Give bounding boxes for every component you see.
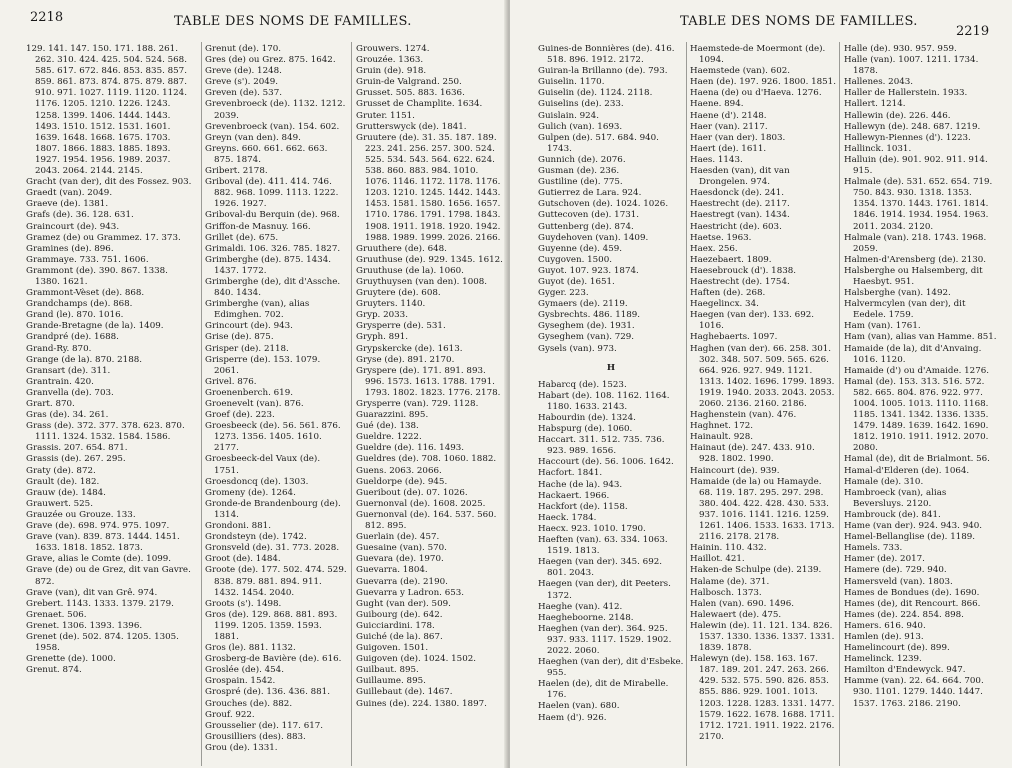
index-entry: Gryp. 2033. bbox=[356, 310, 408, 321]
index-entry: Guiché (de la). 867. bbox=[356, 631, 443, 642]
index-entry: Grenet. 1306. 1393. 1396. bbox=[26, 620, 143, 631]
index-entry: Halluin (de). 901. 902. 911. 914. 915. bbox=[844, 154, 988, 177]
index-entry: Grault (de). 182. bbox=[26, 476, 100, 487]
index-entry: Hainin. 110. 432. bbox=[690, 543, 767, 554]
index-entry: Hamme (van). 22. 64. 664. 700. 930. 1101. 1279. 1440. 1447. 1537. 1763. 2186. 2190. bbox=[844, 676, 984, 709]
index-entry: Haghenstein (van). 476. bbox=[690, 410, 797, 421]
index-entry: Groote (de). 177. 502. 474. 529. 838. 879. 881. 894. 911. 1432. 1454. 2040. bbox=[205, 565, 347, 598]
index-entry: Groesdoncq (de). 1303. bbox=[205, 476, 309, 487]
index-entry: Groenenberch. 619. bbox=[205, 387, 293, 398]
index-entry: Halvermcylen (van der), dit Eedele. 1759. bbox=[844, 299, 966, 321]
index-entry: Hackfort (de). 1158. bbox=[538, 501, 628, 512]
index-entry: Gruytere (de). 608. bbox=[356, 288, 441, 299]
index-entry: Grenette (de). 1000. bbox=[26, 654, 116, 665]
index-entry: Grange (de la). 870. 2188. bbox=[26, 354, 143, 365]
index-entry: Grave, alias le Comte (de). 1099. bbox=[26, 554, 172, 565]
index-entry: Hambrouck (de). 841. bbox=[844, 509, 941, 520]
index-entry: Haex. 256. bbox=[690, 243, 738, 254]
index-entry: Groslée (de). 454. bbox=[205, 665, 284, 676]
index-entry: Grimberghe (de), dit d'Assche. 840. 1434. bbox=[205, 276, 341, 299]
index-entry: Gulpen (de). 517. 684. 940. 1743. bbox=[538, 132, 659, 154]
index-entry: Grosberg-de Bavière (de). 616. bbox=[205, 654, 342, 665]
index-entry: Graedt (van). 2049. bbox=[26, 188, 113, 199]
index-entry: Guevarra (de). 2190. bbox=[356, 576, 448, 587]
index-entry: Haeck. 1784. bbox=[538, 512, 597, 523]
index-entry: Gros (le). 881. 1132. bbox=[205, 643, 296, 654]
index-entry: Grafs (de). 36. 128. 631. bbox=[26, 210, 134, 221]
index-entry: Greven (de). 537. bbox=[205, 88, 282, 99]
index-entry: Gramez (de) ou Grammez. 17. 373. bbox=[26, 232, 181, 243]
index-entry: Gueldres (de). 708. 1060. 1882. bbox=[356, 454, 497, 465]
index-entry: Guillaume. 895. bbox=[356, 676, 426, 687]
index-entry: Haestrecht (de). 2117. bbox=[690, 199, 790, 210]
index-entry: Hacfort. 1841. bbox=[538, 468, 603, 479]
index-entry: Halle (van). 1007. 1211. 1734. 1878. bbox=[844, 55, 979, 77]
index-entry: Grammont-Vèset (de). 868. bbox=[26, 288, 145, 299]
index-entry: Grouf. 922. bbox=[205, 709, 255, 720]
index-entry: Guiselin. 1170. bbox=[538, 77, 605, 88]
index-entry: Hamilton d'Endewyck. 947. bbox=[844, 665, 966, 676]
index-entry: Gruyters. 1140. bbox=[356, 299, 426, 310]
index-entry: Gryspere (de). 171. 891. 893. 996. 1573. 1613. 1788. 1791. 1793. 1802. 1823. 1776. 2178. bbox=[356, 365, 501, 398]
index-entry: Haillot. 421. bbox=[690, 554, 745, 565]
index-entry: Grevenbroeck (van). 154. 602. bbox=[205, 121, 340, 132]
index-entry: Groot (de). 1484. bbox=[205, 554, 281, 565]
index-entry: Habart (de). 108. 1162. 1164. 1180. 1633. 2143. bbox=[538, 390, 670, 412]
index-entry: Grivel. 876. bbox=[205, 376, 257, 387]
index-entry: Guicciardini. 178. bbox=[356, 620, 435, 631]
index-entry: Gruuthere (de). 648. bbox=[356, 243, 447, 254]
index-entry: Grenet (de). 502. 874. 1205. 1305. 1958. bbox=[26, 631, 179, 654]
left-running-header: TABLE DES NOMS DE FAMILLES. bbox=[174, 14, 412, 29]
index-entry: Gueldre (de). 116. 1493. bbox=[356, 443, 465, 454]
index-entry: Haesden (van), dit van Drongelen. 974. bbox=[690, 166, 790, 188]
right-column-3 bbox=[844, 44, 998, 710]
index-entry: Gras (de). 34. 261. bbox=[26, 410, 109, 421]
index-entry: Halmen-d'Arensberg (de). 2130. bbox=[844, 254, 987, 265]
index-entry: Haes. 1143. bbox=[690, 154, 743, 165]
index-entry: Halbosch. 1373. bbox=[690, 587, 762, 598]
index-entry: Haestregt (van). 1434. bbox=[690, 210, 790, 221]
index-entry: Gracht (van der), dit des Fossez. 903. bbox=[26, 177, 192, 188]
index-entry: Haghen (van der). 66. 258. 301. 302. 348. 507. 509. 565. 626. 664. 926. 927. 949. 1121. 1313. 1402. 1696. 1799. 1893. 1919. 1940. 2033. 2043. 2053. 2060. 2136. 2160. 2186. bbox=[690, 343, 835, 409]
index-entry: Grousilliers (des). 883. bbox=[205, 731, 306, 742]
index-entry: Haghnet. 172. bbox=[690, 421, 754, 432]
index-entry: Hame (van der). 924. 943. 940. bbox=[844, 521, 983, 532]
right-column-2 bbox=[690, 44, 836, 743]
index-entry: Guttecoven (de). 1731. bbox=[538, 210, 640, 221]
index-entry: Guigoven. 1501. bbox=[356, 643, 429, 654]
index-entry: Haestricht (de). 603. bbox=[690, 221, 782, 232]
index-entry: Groesbeeck-del Vaux (de). 1751. bbox=[205, 454, 321, 476]
index-entry: Grassis. 207. 654. 871. bbox=[26, 443, 128, 454]
index-entry: Haegelincx. 34. bbox=[690, 299, 759, 310]
index-entry: Gutschoven (de). 1024. 1026. bbox=[538, 199, 669, 210]
index-entry: Hames de Bondues (de). 1690. bbox=[844, 587, 980, 598]
index-entry: Groesbeeck (de). 56. 561. 876. 1273. 1356. 1405. 1610. 2177. bbox=[205, 421, 341, 454]
index-entry: Haezebaert. 1809. bbox=[690, 254, 772, 265]
right-page-number: 2219 bbox=[956, 24, 990, 39]
index-entry: Grave (de) ou de Grez, dit van Gavre. 872. bbox=[26, 565, 191, 587]
index-entry: Gysbrechts. 486. 1189. bbox=[538, 310, 641, 321]
index-entry: Guens. 2063. 2066. bbox=[356, 465, 442, 476]
index-entry: Haken-de Schulpe (de). 2139. bbox=[690, 565, 822, 576]
index-entry: Griboval-du Berquin (de). 968. bbox=[205, 210, 340, 221]
index-entry: Gyger. 223. bbox=[538, 288, 589, 299]
index-entry: Gulich (van). 1693. bbox=[538, 121, 623, 132]
index-entry: Grincourt (de). 943. bbox=[205, 321, 293, 332]
column-divider bbox=[351, 42, 352, 766]
index-entry: Haesebrouck (d'). 1838. bbox=[690, 265, 797, 276]
index-entry: Gruythuysen (van den). 1008. bbox=[356, 276, 488, 287]
index-entry: Grenaet. 506. bbox=[26, 609, 87, 620]
index-entry: Grenut (de). 170. bbox=[205, 44, 282, 54]
index-entry: 129. 141. 147. 150. 171. 188. 261. 262. 310. 424. 425. 504. 524. 568. 585. 617. 672. 846. 853. 835. 857. 859. 861. 873. 874. 875. 879. 887. 910. 971. 1027. 1119. 1120. 1124. 1176. 1205. 1210. 1226. 1243. 1258. 1399. 1406. 1444. 1443. 1493. 1510. 1512. 1531. 1601. 1639. 1648. 1668. 1675. 1703. 1807. 1866. 1883. 1885. 1893. 1927. 1954. 1956. 1989. 2037. 2043. 2064. 2144. 2145. bbox=[26, 44, 187, 177]
index-entry: Gronde-de Brandenbourg (de). 1314. bbox=[205, 498, 341, 520]
index-entry: Grospain. 1542. bbox=[205, 676, 276, 687]
index-entry: Hallinck. 1031. bbox=[844, 143, 912, 154]
index-entry: Grutterswyck (de). 1841. bbox=[356, 121, 467, 132]
column-divider bbox=[839, 42, 840, 766]
index-entry: Grevenbroeck (de). 1132. 1212. 2039. bbox=[205, 99, 346, 121]
index-entry: Grave (de). 698. 974. 975. 1097. bbox=[26, 521, 170, 532]
index-entry: Haesdonck (de). 241. bbox=[690, 188, 784, 199]
index-entry: Guesaine (van). 570. bbox=[356, 543, 447, 554]
index-entry: Haelen (de), dit de Mirabelle. 176. bbox=[538, 679, 669, 701]
index-entry: Griffon-de Masnuy. 166. bbox=[205, 221, 311, 232]
index-entry: Haeghe (van). 412. bbox=[538, 601, 623, 612]
index-entry: Haer (van). 2117. bbox=[690, 121, 768, 132]
index-entry: Guyenne (de). 459. bbox=[538, 243, 623, 254]
index-entry: Hamale (de). 310. bbox=[844, 476, 924, 487]
index-entry: Gunnich (de). 2076. bbox=[538, 154, 626, 165]
index-entry: Gusman (de). 236. bbox=[538, 166, 620, 177]
index-entry: Guibourg (de). 642. bbox=[356, 609, 443, 620]
index-entry: Halame (de). 371. bbox=[690, 576, 770, 587]
index-entry: Haller de Hallerstein. 1933. bbox=[844, 88, 968, 99]
index-entry: Guyot (de). 1651. bbox=[538, 276, 615, 287]
index-entry: Halsberghe ou Halsemberg, dit Haesbyt. 951. bbox=[844, 265, 983, 287]
index-entry: Guydehoven (van). 1409. bbox=[538, 232, 649, 243]
index-entry: Gryse (de). 891. 2170. bbox=[356, 354, 455, 365]
index-entry: Grave (van). 839. 873. 1444. 1451. 1633. 1818. 1852. 1873. bbox=[26, 532, 180, 554]
right-column-1 bbox=[538, 44, 684, 724]
index-entry: Haert (de). 1611. bbox=[690, 143, 767, 154]
index-entry: Gruuthuse (de). 929. 1345. 1612. bbox=[356, 254, 503, 265]
index-entry: Grospré (de). 136. 436. 881. bbox=[205, 687, 330, 698]
index-entry: Grimaldi. 106. 326. 785. 1827. bbox=[205, 243, 341, 254]
index-entry: Grusset de Champlite. 1634. bbox=[356, 99, 483, 110]
index-entry: Guevarra. 1804. bbox=[356, 565, 428, 576]
index-entry: Grauwert. 525. bbox=[26, 498, 93, 509]
index-entry: Haelen (van). 680. bbox=[538, 701, 620, 712]
right-running-header: TABLE DES NOMS DE FAMILLES. bbox=[680, 14, 918, 29]
index-entry: Graeve (de). 1381. bbox=[26, 199, 109, 210]
index-entry: Grouwers. 1274. bbox=[356, 44, 430, 54]
index-entry: Guiselin (de). 1124. 2118. bbox=[538, 88, 653, 99]
index-entry: Haemstede-de Moermont (de). 1094. bbox=[690, 44, 826, 66]
index-entry: Hamal (de). 153. 313. 516. 572. 582. 665. 804. 876. 922. 977. 1004. 1005. 1013. 1110. 1168. 1185. 1341. 1342. 1336. 1335. 1479. 1489. 1639. 1642. 1690. 1812. 1910. 1911. 1912. 2070. 2080. bbox=[844, 376, 989, 454]
index-entry: Hamal (de), dit de Brialmont. 56. bbox=[844, 454, 990, 465]
index-entry: Grande-Bretagne (de la). 1409. bbox=[26, 321, 164, 332]
index-entry: Haften (de). 268. bbox=[690, 288, 766, 299]
index-entry: Groef (de). 223. bbox=[205, 410, 275, 421]
index-entry: Gres (de) ou Grez. 875. 1642. bbox=[205, 55, 336, 66]
index-entry: Gyseghem (de). 1931. bbox=[538, 321, 635, 332]
index-entry: Hallenes. 2043. bbox=[844, 77, 914, 88]
index-entry: Grammaye. 733. 751. 1606. bbox=[26, 254, 149, 265]
index-entry: Haegheboorne. 2148. bbox=[538, 612, 634, 623]
index-entry: Greyn (van den). 849. bbox=[205, 132, 301, 143]
index-entry: Grousselier (de). 117. 617. bbox=[205, 720, 324, 731]
index-entry: Gustiline (de). 775. bbox=[538, 177, 623, 188]
index-entry: Gymaers (de). 2119. bbox=[538, 299, 628, 310]
index-entry: Halewin (de). 11. 121. 134. 826. 1537. 1330. 1336. 1337. 1331. 1839. 1878. bbox=[690, 620, 835, 654]
index-entry: Gronsveld (de). 31. 773. 2028. bbox=[205, 543, 340, 554]
column-divider bbox=[201, 42, 202, 766]
index-entry: Hackaert. 1966. bbox=[538, 490, 610, 501]
index-entry: Gruutere (de). 31. 35. 187. 189. 223. 241. 256. 257. 300. 524. 525. 534. 543. 564. 622. 624. 538. 860. 883. 984. 1010. 1076. 1146. 1172. 1178. 1176. 1203. 1210. 1245. 1442. 1443. 1453. 1581. 1580. 1656. 1657. 1710. 1786. 1791. 1798. 1843. 1908. 1911. 1918. 1920. 1942. 1988. 1989. 1999. 2026. 2166. bbox=[356, 132, 501, 243]
index-entry: Gysels (van). 973. bbox=[538, 343, 617, 354]
index-entry: Guilbaut. 895. bbox=[356, 665, 419, 676]
index-entry: Greve (s'). 2049. bbox=[205, 77, 279, 88]
index-entry: Hamersveld (van). 1803. bbox=[844, 576, 953, 587]
index-entry: Haem (d'). 926. bbox=[538, 712, 607, 723]
index-entry: Greve (de). 1248. bbox=[205, 66, 282, 77]
index-entry: Gruin-de Valgrand. 250. bbox=[356, 77, 462, 88]
index-entry: Guislain. 924. bbox=[538, 110, 599, 121]
index-entry: Halle (de). 930. 957. 959. bbox=[844, 44, 957, 54]
index-entry: Grypskercke (de). 1613. bbox=[356, 343, 463, 354]
index-entry: Gutierrez de Lara. 924. bbox=[538, 188, 642, 199]
index-entry: Haegen (van der). 133. 692. 1016. bbox=[690, 310, 815, 332]
index-entry: Hames (de), dit Rencourt. 866. bbox=[844, 598, 981, 609]
index-entry: Halsberghe (van). 1492. bbox=[844, 288, 951, 299]
index-entry: Grand-Ry. 870. bbox=[26, 343, 92, 354]
index-entry: Graincourt (de). 943. bbox=[26, 221, 120, 232]
index-entry: Hamere (de). 729. 940. bbox=[844, 565, 947, 576]
left-page-number: 2218 bbox=[30, 10, 64, 25]
index-entry: Gueldorpe (de). 945. bbox=[356, 476, 448, 487]
index-entry: Hamelincourt (de). 899. bbox=[844, 643, 950, 654]
index-entry: Guernonval (de). 164. 537. 560. 812. 895. bbox=[356, 509, 497, 532]
index-entry: Hamlen (de). 913. bbox=[844, 631, 924, 642]
index-entry: Grondsteyn (de). 1742. bbox=[205, 532, 307, 543]
index-entry: Hamaide (de la), dit d'Anvaing. 1016. 1120. bbox=[844, 343, 982, 365]
index-entry: Grimberghe (van), alias Edimghen. 702. bbox=[205, 299, 310, 321]
index-entry: Gueribout (de). 07. 1026. bbox=[356, 487, 468, 498]
index-entry: Grillet (de). 675. bbox=[205, 232, 279, 243]
index-entry: Halen (van). 690. 1496. bbox=[690, 598, 794, 609]
index-entry: Guernonval (de). 1608. 2025. bbox=[356, 498, 486, 509]
index-entry: Haegen (van der). 345. 692. 801. 2043. bbox=[538, 557, 663, 579]
index-entry: Grouches (de). 882. bbox=[205, 698, 293, 709]
index-entry: Hamaide (de la) ou Hamayde. 68. 119. 187. 295. 297. 298. 380. 404. 422. 428. 430. 533. 937. 1016. 1141. 1216. 1259. 1261. 1406. 1533. 1633. 1713. 2116. 2178. 2178. bbox=[690, 476, 835, 543]
index-entry: Guigoven (de). 1024. 1502. bbox=[356, 654, 477, 665]
index-entry: Hambroeck (van), alias Beversluys. 2120. bbox=[844, 487, 947, 509]
index-entry: Groenevelt (van). 876. bbox=[205, 399, 304, 409]
index-entry: Haestrecht (de). 1754. bbox=[690, 276, 790, 287]
index-entry: Hainaut (de). 247. 433. 910. 928. 1802. 1990. bbox=[690, 443, 815, 465]
index-entry: Guines (de). 224. 1380. 1897. bbox=[356, 698, 487, 709]
index-entry: Gruter. 1151. bbox=[356, 110, 415, 121]
index-entry: Griboval (de). 411. 414. 746. 882. 968. 1099. 1113. 1222. 1926. 1927. bbox=[205, 177, 339, 210]
index-entry: Ham (van), alias van Hamme. 851. bbox=[844, 332, 997, 343]
index-entry: Halmale (van). 218. 1743. 1968. 2059. bbox=[844, 232, 987, 254]
index-entry: Gught (van der). 509. bbox=[356, 598, 451, 609]
index-entry: Gruin (de). 918. bbox=[356, 66, 427, 77]
index-entry: Gribert. 2178. bbox=[205, 166, 268, 177]
index-entry: Habarcq (de). 1523. bbox=[538, 379, 627, 390]
index-entry: Gueldre. 1222. bbox=[356, 432, 422, 443]
index-entry: Guevarra y Ladron. 653. bbox=[356, 587, 465, 598]
index-entry: Gyseghem (van). 729. bbox=[538, 332, 635, 343]
index-entry: Haeghen (van der). 364. 925. 937. 933. 1117. 1529. 1902. 2022. 2060. bbox=[538, 623, 672, 656]
index-entry: Gruuthuse (de la). 1060. bbox=[356, 265, 464, 276]
index-entry: Haena (de) ou d'Haeva. 1276. bbox=[690, 88, 822, 99]
index-entry: Grandpré (de). 1688. bbox=[26, 332, 119, 343]
index-entry: Haen (de). 197. 926. 1800. 1851. bbox=[690, 77, 836, 88]
index-entry: Haetse. 1963. bbox=[690, 232, 752, 243]
index-entry: Haer (van der). 1803. bbox=[690, 132, 786, 143]
index-entry: Hainault. 928. bbox=[690, 432, 754, 443]
index-entry: Hamelinck. 1239. bbox=[844, 654, 922, 665]
index-entry: Hamaide (d') ou d'Amaide. 1276. bbox=[844, 365, 990, 376]
left-column-2 bbox=[205, 44, 347, 754]
index-entry: Grou (de). 1331. bbox=[205, 742, 278, 753]
left-column-1 bbox=[26, 44, 194, 676]
index-entry: Haeften (van). 63. 334. 1063. 1519. 1813. bbox=[538, 535, 668, 557]
index-entry: Grauw (de). 1484. bbox=[26, 487, 106, 498]
index-entry: Haecx. 923. 1010. 1790. bbox=[538, 523, 646, 534]
index-entry: Grouzée. 1363. bbox=[356, 55, 424, 66]
index-entry: Guyot. 107. 923. 1874. bbox=[538, 265, 639, 276]
index-entry: Greyns. 660. 661. 662. 663. 875. 1874. bbox=[205, 143, 328, 165]
index-entry: Grebert. 1143. 1333. 1379. 2179. bbox=[26, 598, 174, 609]
index-entry: Grand (le). 870. 1016. bbox=[26, 310, 124, 321]
index-entry: Grysperre (van). 729. 1128. bbox=[356, 399, 479, 409]
index-entry: Haincourt (de). 939. bbox=[690, 465, 780, 476]
index-entry: Gransart (de). 311. bbox=[26, 365, 111, 376]
index-entry: Habourdin (de). 1324. bbox=[538, 413, 636, 423]
index-entry: Haegen (van der), dit Peeters. 1372. bbox=[538, 579, 671, 601]
index-entry: Grenut. 874. bbox=[26, 665, 82, 676]
index-entry: Grusset. 505. 883. 1636. bbox=[356, 88, 465, 99]
index-entry: Haccart. 311. 512. 735. 736. 923. 989. 1656. bbox=[538, 435, 665, 457]
index-entry: Grysperre (de). 531. bbox=[356, 321, 446, 332]
index-entry: Gué (de). 138. bbox=[356, 421, 419, 432]
index-entry: Hallewyn-Piennes (d'). 1223. bbox=[844, 132, 971, 143]
index-entry: Cuygoven. 1500. bbox=[538, 254, 612, 265]
index-entry: Guttenberg (de). 874. bbox=[538, 221, 634, 232]
index-entry: Grart. 870. bbox=[26, 399, 75, 409]
index-entry: Groots (s'). 1498. bbox=[205, 598, 282, 609]
index-entry: Gromeny (de). 1264. bbox=[205, 487, 296, 498]
index-entry: Gramines (de). 896. bbox=[26, 243, 114, 254]
left-column-3 bbox=[356, 44, 504, 710]
index-entry: Guines-de Bonnières (de). 416. 518. 896. 1912. 2172. bbox=[538, 44, 675, 66]
index-entry: Hallewyn (de). 248. 687. 1219. bbox=[844, 121, 981, 132]
index-entry: Hamer (de). 2017. bbox=[844, 554, 925, 565]
index-entry: Haeghen (van der), dit d'Esbeke. 955. bbox=[538, 657, 684, 679]
index-entry: Grondoni. 881. bbox=[205, 521, 271, 532]
index-entry: Hache (de la). 943. bbox=[538, 479, 623, 490]
index-entry: Habspurg (de). 1060. bbox=[538, 424, 633, 435]
index-entry: Grammont (de). 390. 867. 1338. 1380. 1621. bbox=[26, 265, 168, 287]
index-entry: Grise (de). 875. bbox=[205, 332, 274, 343]
index-entry: Hamels. 733. bbox=[844, 543, 903, 554]
index-entry: Haemstede (van). 602. bbox=[690, 66, 791, 77]
index-entry: Hallewin (de). 226. 446. bbox=[844, 110, 951, 121]
index-entry: Halewaert (de). 475. bbox=[690, 609, 782, 620]
index-entry: Guiran-la Brillanno (de). 793. bbox=[538, 66, 668, 77]
index-entry: Haene (d'). 2148. bbox=[690, 110, 767, 121]
index-entry: Grantrain. 420. bbox=[26, 376, 94, 387]
index-entry: Guarazzini. 895. bbox=[356, 410, 429, 421]
index-entry: Guiselins (de). 233. bbox=[538, 99, 624, 110]
index-entry: Granvella (de). 703. bbox=[26, 387, 114, 398]
index-entry: Hamers. 616. 940. bbox=[844, 620, 926, 631]
index-entry: Hamel-Bellanglise (de). 1189. bbox=[844, 532, 976, 543]
index-entry: Grandchamps (de). 868. bbox=[26, 299, 133, 310]
index-entry: Haene. 894. bbox=[690, 99, 744, 110]
index-entry: Halmale (de). 531. 652. 654. 719. 750. 843. 930. 1318. 1353. 1354. 1370. 1443. 1761. 1814. 1846. 1914. 1934. 1954. 1963. 2011. 2034. 2120. bbox=[844, 177, 993, 232]
index-entry: Grass (de). 372. 377. 378. 623. 870. 1111. 1324. 1532. 1584. 1586. bbox=[26, 421, 185, 443]
index-entry: Gryph. 891. bbox=[356, 332, 409, 343]
index-entry: Haccourt (de). 56. 1006. 1642. bbox=[538, 457, 674, 468]
index-entry: Grauzée ou Grouze. 133. bbox=[26, 509, 136, 520]
index-entry: Graty (de). 872. bbox=[26, 465, 96, 476]
index-entry: Guillebaut (de). 1467. bbox=[356, 687, 453, 698]
index-entry: Grisperre (de). 153. 1079. 2061. bbox=[205, 354, 321, 376]
right-page bbox=[510, 0, 1012, 768]
index-entry: Grave (van), dit van Grê. 974. bbox=[26, 587, 158, 598]
index-entry: Grisper (de). 2118. bbox=[205, 343, 289, 354]
index-entry: Guevara (de). 1970. bbox=[356, 554, 444, 565]
index-entry: Ham (van). 1761. bbox=[844, 321, 921, 332]
index-entry: Haghebaerts. 1097. bbox=[690, 332, 778, 343]
section-heading: H bbox=[606, 362, 616, 373]
index-entry: Hallert. 1214. bbox=[844, 99, 906, 110]
index-entry: Grimberghe (de). 875. 1434. 1437. 1772. bbox=[205, 254, 332, 276]
index-entry: Hames (de). 224. 854. 898. bbox=[844, 609, 964, 620]
index-entry: Guerlain (de). 457. bbox=[356, 532, 440, 543]
column-divider bbox=[686, 42, 687, 766]
index-entry: Grassis (de). 267. 295. bbox=[26, 454, 126, 465]
index-entry: Gros (de). 129. 868. 881. 893. 1199. 1205. 1359. 1593. 1881. bbox=[205, 609, 338, 642]
index-entry: Hamal-d'Elderen (de). 1064. bbox=[844, 465, 970, 476]
index-entry: Halewyn (de). 158. 163. 167. 187. 189. 201. 247. 263. 266. 429. 532. 575. 590. 826. 853. 855. 886. 929. 1001. 1013. 1203. 1228. 1283. 1331. 1477. 1579. 1622. 1678. 1688. 1711. 1712. 1721. 1911. 1922. 2176. 2170. bbox=[690, 654, 835, 742]
